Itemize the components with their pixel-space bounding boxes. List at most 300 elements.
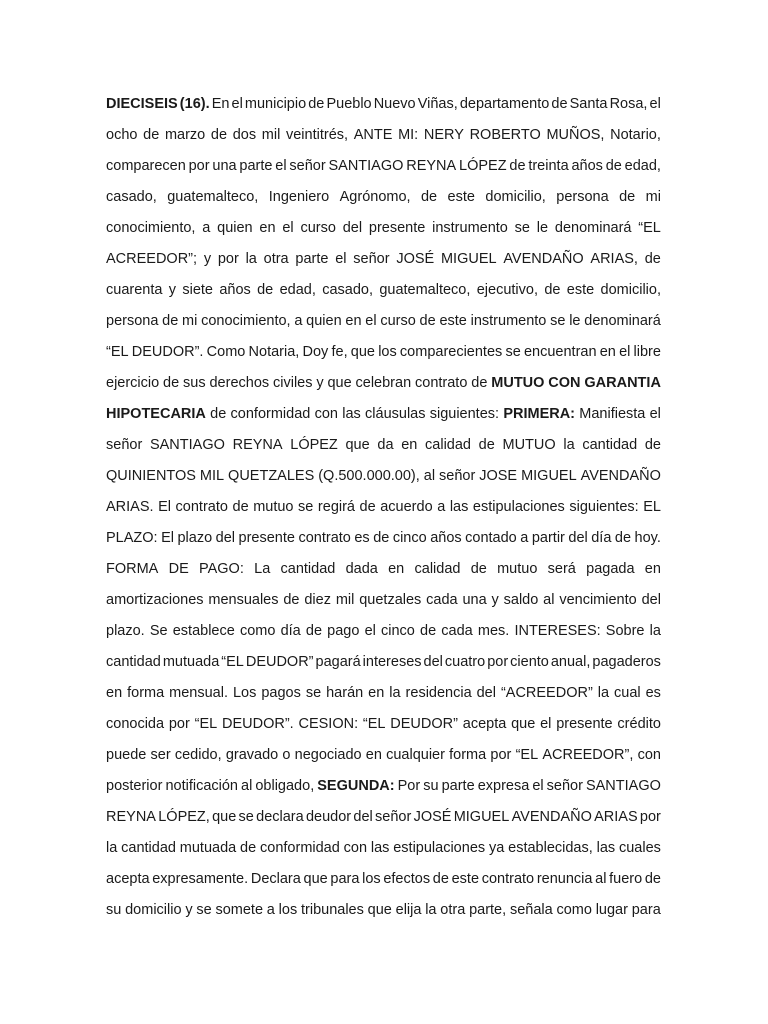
word: de — [471, 375, 488, 391]
word: treinta — [528, 158, 569, 174]
word: para — [330, 871, 360, 887]
word: GARANTIA — [584, 375, 661, 391]
word: parte — [441, 778, 475, 794]
word: que — [303, 871, 328, 887]
word: de — [232, 499, 249, 515]
word: domicilio — [125, 902, 182, 918]
word: renuncia — [536, 871, 593, 887]
word: Se — [149, 623, 168, 639]
word: (Q.500.000.00), — [318, 468, 420, 484]
word: en — [644, 561, 661, 577]
word: ARIAS — [594, 809, 638, 825]
word: ejecutivo, — [476, 282, 538, 298]
word: DEUDOR” — [390, 716, 458, 732]
word: DEUDOR” — [245, 654, 314, 670]
word: de — [420, 189, 438, 205]
word: ocho — [106, 127, 138, 143]
text-line — [106, 220, 661, 251]
word: por — [217, 251, 239, 267]
word: notificación — [165, 778, 238, 794]
word: y — [185, 902, 193, 918]
word: señor — [353, 251, 390, 267]
word: siguientes: — [429, 406, 500, 422]
word: del — [423, 654, 443, 670]
word: posterior — [106, 778, 163, 794]
text-line — [106, 654, 661, 685]
word: cada — [441, 623, 473, 639]
word: acepta — [106, 871, 150, 887]
word: SEGUNDA: — [317, 778, 395, 794]
word: contrato — [415, 375, 468, 391]
word: guatemalteco, — [167, 189, 259, 205]
text-line — [106, 778, 661, 809]
word: los — [278, 902, 298, 918]
word: encuentran — [523, 344, 597, 360]
word: REYNA — [406, 158, 457, 174]
word: instrumento — [470, 313, 547, 329]
word: denominará — [584, 313, 661, 329]
word: Como — [206, 344, 246, 360]
word: por — [188, 158, 210, 174]
word: establece — [172, 623, 235, 639]
word: a — [520, 530, 529, 546]
word: conocida — [106, 716, 165, 732]
word: se — [305, 685, 322, 701]
word: expresamente. — [152, 871, 249, 887]
word: estipulaciones — [393, 840, 486, 856]
text-line — [106, 871, 661, 902]
word: pagos — [261, 685, 301, 701]
word: plazo — [177, 530, 213, 546]
word: de — [373, 530, 390, 546]
word: que — [327, 375, 352, 391]
text-line — [106, 189, 661, 220]
word: curso — [300, 220, 336, 236]
word: residencia — [405, 685, 472, 701]
word: saldo — [503, 592, 539, 608]
word: las — [449, 499, 469, 515]
word: señor — [375, 809, 412, 825]
word: o — [282, 747, 291, 763]
word: cuales — [618, 840, 661, 856]
word: señor — [289, 158, 326, 174]
word: La — [254, 561, 271, 577]
word: en — [599, 344, 616, 360]
word: SANTIAGO — [149, 437, 225, 453]
word: otra — [440, 902, 466, 918]
word: de — [551, 96, 568, 112]
word: en — [388, 561, 405, 577]
word: dada — [345, 561, 378, 577]
word: a — [437, 499, 446, 515]
word: pagada — [586, 561, 635, 577]
word: departamento — [459, 96, 550, 112]
word: ACREEDOR”, — [542, 747, 634, 763]
word: NERY — [423, 127, 464, 143]
word: a — [294, 313, 303, 329]
word: este — [439, 313, 467, 329]
word: por — [639, 809, 661, 825]
word: su — [106, 902, 122, 918]
word: INTERESES: — [514, 623, 601, 639]
word: cualquier — [386, 747, 445, 763]
word: la — [563, 437, 575, 453]
word: JOSÉ — [396, 251, 435, 267]
text-line — [106, 561, 661, 592]
word: Nuevo — [373, 96, 416, 112]
word: una — [212, 158, 237, 174]
word: siete — [182, 282, 213, 298]
word: MUTUO — [491, 375, 545, 391]
word: las — [342, 406, 361, 422]
word: Notario, — [610, 127, 661, 143]
word: anual, — [550, 654, 591, 670]
word: gravado — [225, 747, 279, 763]
word: el — [231, 96, 243, 112]
word: al — [595, 871, 607, 887]
word: quetzales — [359, 592, 422, 608]
word: mil — [261, 127, 281, 143]
word: cual — [614, 685, 641, 701]
document-page — [106, 96, 661, 933]
word: cuarenta — [106, 282, 163, 298]
word: por — [487, 654, 509, 670]
word: la — [425, 902, 437, 918]
word: cinco — [381, 623, 415, 639]
word: celebran — [355, 375, 412, 391]
word: por — [490, 747, 512, 763]
word: los — [362, 871, 381, 887]
word: LÓPEZ — [459, 158, 507, 174]
word: partir — [531, 530, 565, 546]
word: diez — [304, 592, 331, 608]
word: civiles — [273, 375, 313, 391]
word: municipio — [244, 96, 307, 112]
text-line — [106, 344, 661, 375]
word: de — [619, 189, 636, 205]
word: edad, — [279, 282, 316, 298]
word: contrato — [481, 871, 535, 887]
word: denominará — [554, 220, 632, 236]
word: de — [257, 282, 274, 298]
word: veintitrés, — [285, 127, 349, 143]
word: años — [571, 158, 603, 174]
word: estipulaciones — [472, 499, 565, 515]
word: que — [367, 902, 392, 918]
word: plazo. — [106, 623, 145, 639]
word: QUETZALES — [228, 468, 315, 484]
word: AVENDAÑO — [503, 251, 584, 267]
word: señor — [106, 437, 143, 453]
word: de — [478, 437, 495, 453]
word: instrumento — [432, 220, 508, 236]
word: este — [447, 189, 475, 205]
word: señala — [509, 902, 553, 918]
word: casado, — [322, 282, 373, 298]
word: ROBERTO — [469, 127, 541, 143]
word: este — [451, 871, 480, 887]
word: cinco — [392, 530, 427, 546]
word: QUINIENTOS — [106, 468, 196, 484]
word: mi — [182, 313, 198, 329]
word: quien — [217, 220, 253, 236]
word: el — [335, 251, 347, 267]
word: la — [106, 840, 118, 856]
word: calidad — [414, 561, 461, 577]
word: libre — [633, 344, 661, 360]
word: dos — [232, 127, 257, 143]
word: comparecen — [106, 158, 186, 174]
word: del — [568, 530, 588, 546]
text-line — [106, 251, 661, 282]
word: MIGUEL — [440, 251, 497, 267]
word: obligado, — [255, 778, 315, 794]
word: en — [365, 747, 382, 763]
word: vencimiento — [559, 592, 637, 608]
text-line — [106, 158, 661, 189]
word: mensual. — [169, 685, 228, 701]
word: de — [614, 530, 632, 546]
word: Viñas, — [417, 96, 458, 112]
word: de — [420, 623, 437, 639]
word: cláusulas — [365, 406, 426, 422]
word: y — [203, 251, 212, 267]
word: mutuada — [179, 840, 237, 856]
word: se — [505, 344, 521, 360]
word: parte — [239, 158, 273, 174]
word: “EL — [638, 220, 661, 236]
word: con — [314, 406, 338, 422]
word: da — [377, 437, 394, 453]
word: a — [202, 220, 211, 236]
word: cantidad — [106, 654, 161, 670]
word: parte — [295, 251, 329, 267]
word: “EL — [362, 716, 386, 732]
word: DEUDOR”. — [221, 716, 294, 732]
text-line — [106, 282, 661, 313]
word: establecidas, — [508, 840, 593, 856]
word: de — [544, 282, 561, 298]
word: amortizaciones — [106, 592, 204, 608]
word: acepta — [462, 716, 507, 732]
word: MIL — [199, 468, 225, 484]
word: ya — [488, 840, 505, 856]
word: forma — [127, 685, 165, 701]
text-line — [106, 623, 661, 654]
word: Agrónomo, — [339, 189, 411, 205]
word: Declara — [250, 871, 301, 887]
word: se — [550, 313, 566, 329]
word: de — [308, 96, 325, 112]
word: edad, — [624, 158, 661, 174]
word: se — [514, 220, 530, 236]
word: “EL — [194, 716, 218, 732]
word: día — [280, 623, 301, 639]
word: el — [532, 778, 544, 794]
word: el — [540, 716, 552, 732]
word: sus — [183, 375, 206, 391]
word: contrato — [175, 499, 228, 515]
text-line — [106, 902, 661, 933]
word: su — [423, 778, 439, 794]
word: con — [343, 840, 368, 856]
word: años — [430, 530, 462, 546]
word: la — [389, 685, 401, 701]
word: es — [354, 530, 370, 546]
word: somete — [215, 902, 264, 918]
word: al — [423, 468, 436, 484]
word: negociado — [294, 747, 362, 763]
word: harán — [326, 685, 364, 701]
word: de — [163, 375, 180, 391]
word: parte, — [469, 902, 507, 918]
word: LÓPEZ, — [158, 809, 210, 825]
word: JOSÉ — [413, 809, 452, 825]
word: mil — [335, 592, 355, 608]
text-line — [106, 716, 661, 747]
word: CON — [548, 375, 581, 391]
word: y — [168, 282, 177, 298]
word: pagará — [315, 654, 361, 670]
word: será — [547, 561, 576, 577]
word: ARIAS. — [106, 499, 154, 515]
word: ANTE — [353, 127, 393, 143]
word: con — [637, 747, 661, 763]
text-line — [106, 406, 661, 437]
word: es — [645, 685, 661, 701]
text-line — [106, 809, 661, 840]
word: en — [106, 685, 123, 701]
word: y — [316, 375, 324, 391]
word: pago — [327, 623, 360, 639]
text-line — [106, 127, 661, 158]
word: marzo — [164, 127, 206, 143]
word: “ACREEDOR” — [500, 685, 593, 701]
word: persona — [556, 189, 609, 205]
word: de — [305, 623, 323, 639]
word: “EL — [515, 747, 539, 763]
word: de — [210, 127, 228, 143]
word: como — [239, 623, 276, 639]
word: contado — [465, 530, 517, 546]
word: del — [342, 220, 363, 236]
word: que — [511, 716, 536, 732]
word: guatemalteco, — [379, 282, 471, 298]
word: de — [240, 840, 257, 856]
word: señor — [439, 468, 476, 484]
word: Doy — [302, 344, 329, 360]
word: de — [644, 437, 661, 453]
word: señor — [546, 778, 583, 794]
word: le — [536, 220, 549, 236]
text-line — [106, 468, 661, 499]
word: Notaria, — [248, 344, 300, 360]
word: mes. — [477, 623, 510, 639]
word: conformidad — [230, 406, 311, 422]
word: mutuo — [253, 499, 294, 515]
word: de — [162, 313, 179, 329]
word: para — [631, 902, 661, 918]
word: en — [368, 685, 385, 701]
text-line — [106, 685, 661, 716]
word: efectos — [383, 871, 431, 887]
word: (16). — [179, 96, 210, 112]
word: la — [245, 251, 257, 267]
word: intereses — [362, 654, 422, 670]
word: curso — [380, 313, 416, 329]
word: MUÑOS, — [546, 127, 605, 143]
word: AVENDAÑO — [511, 809, 592, 825]
text-line — [106, 747, 661, 778]
word: tribunales — [300, 902, 364, 918]
word: el — [275, 158, 287, 174]
word: presente — [368, 220, 426, 236]
word: regirá — [317, 499, 355, 515]
word: SANTIAGO — [585, 778, 661, 794]
word: puede — [106, 747, 147, 763]
word: la — [649, 623, 661, 639]
word: que — [350, 344, 375, 360]
word: de — [359, 499, 376, 515]
word: de — [143, 127, 160, 143]
word: presente — [556, 716, 613, 732]
text-line — [106, 437, 661, 468]
text-line — [106, 530, 661, 561]
word: JOSE — [479, 468, 518, 484]
word: de — [509, 158, 526, 174]
word: y — [491, 592, 499, 608]
text-line — [106, 499, 661, 530]
word: de — [419, 313, 436, 329]
word: PAGO: — [199, 561, 244, 577]
word: los — [378, 344, 397, 360]
word: de — [470, 561, 487, 577]
word: AVENDAÑO — [580, 468, 661, 484]
word: conformidad — [260, 840, 340, 856]
word: mi — [645, 189, 661, 205]
word: de — [644, 871, 661, 887]
word: MIGUEL — [453, 809, 510, 825]
word: FORMA — [106, 561, 159, 577]
word: derechos — [209, 375, 270, 391]
word: declara — [256, 809, 304, 825]
word: acuerdo — [380, 499, 433, 515]
word: casado, — [106, 189, 157, 205]
word: Los — [232, 685, 257, 701]
word: deudor — [305, 809, 352, 825]
text-line — [106, 96, 661, 127]
word: fuero — [609, 871, 643, 887]
word: Sobre — [605, 623, 645, 639]
word: Por — [397, 778, 421, 794]
word: en — [345, 313, 362, 329]
word: cuatro — [444, 654, 486, 670]
word: día — [591, 530, 612, 546]
word: contrato — [298, 530, 351, 546]
word: quien — [306, 313, 342, 329]
word: mensuales — [208, 592, 279, 608]
word: el — [649, 406, 661, 422]
word: de — [605, 158, 622, 174]
text-line — [106, 313, 661, 344]
word: las — [596, 840, 616, 856]
word: cantidad — [121, 840, 176, 856]
word: Ingeniero — [268, 189, 330, 205]
word: DE — [168, 561, 189, 577]
word: Manifiesta — [579, 406, 646, 422]
word: fe, — [331, 344, 348, 360]
word: lugar — [595, 902, 628, 918]
